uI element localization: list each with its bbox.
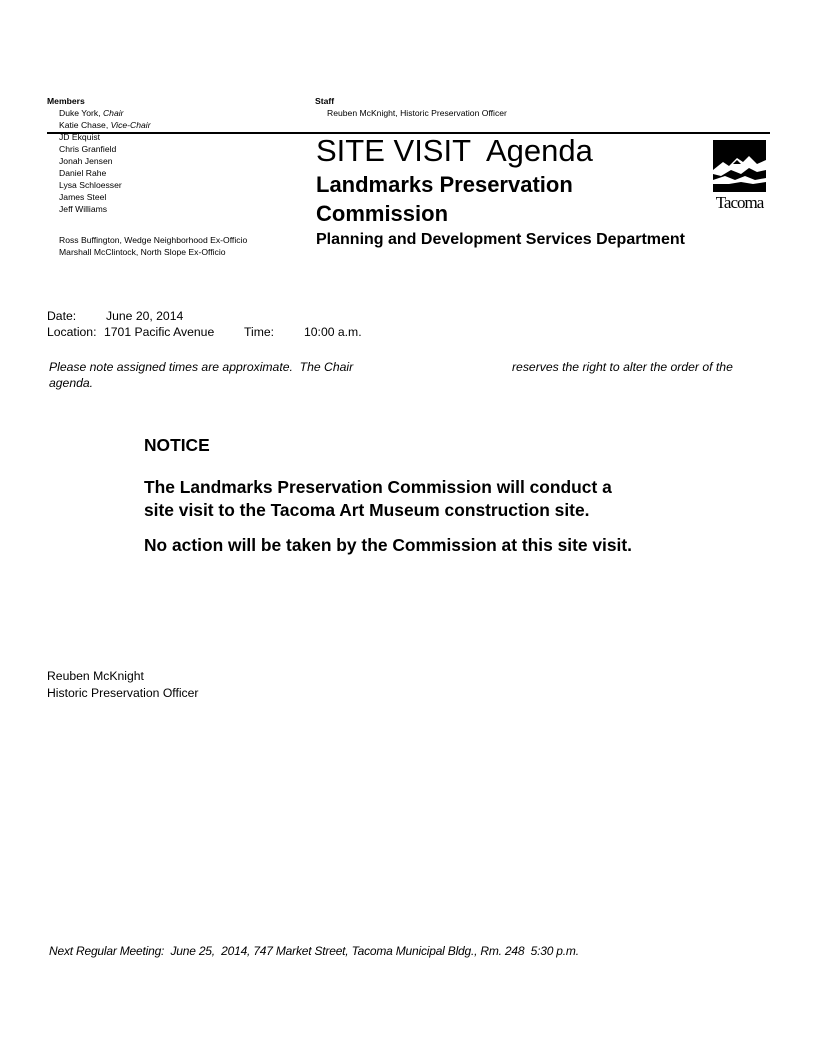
staff-heading: Staff — [315, 96, 335, 106]
logo-text: Tacoma — [715, 193, 764, 212]
signature-name: Reuben McKnight — [47, 669, 144, 683]
page-title: SITE VISIT Agenda — [316, 133, 593, 168]
member-item — [59, 143, 151, 155]
timing-note: Please note assigned times are approximate. The Chair — [49, 360, 354, 374]
members-heading: Members — [47, 96, 85, 106]
members-list — [59, 107, 151, 215]
notice-paragraph: No action will be taken by the Commission at this site visit. — [144, 535, 633, 555]
date-value: June 20, 2014 — [106, 309, 184, 323]
member-role: Chair — [102, 108, 124, 118]
member-name: Katie Chase, — [59, 120, 111, 130]
member-name: Daniel Rahe — [59, 168, 107, 178]
member-item — [59, 119, 151, 131]
location-value: 1701 Pacific Avenue — [104, 325, 215, 339]
member-item — [59, 179, 151, 191]
member-item — [59, 107, 151, 119]
department-name: Planning and Development Services Department — [316, 231, 685, 248]
member-item — [59, 203, 151, 215]
notice-block — [144, 434, 644, 557]
ex-officio-item: Marshall McClintock, North Slope Ex-Officio — [59, 247, 226, 257]
ex-officio-list — [59, 234, 247, 258]
date-label: Date: — [47, 309, 77, 323]
member-name: Duke York, — [59, 108, 103, 118]
mountain-logo-icon — [713, 140, 766, 192]
notice-paragraph: The Landmarks Preservation Commission will conduct a site visit to the Tacoma Art Museum construction site. — [144, 477, 612, 520]
member-item — [59, 155, 151, 167]
time-label: Time: — [244, 325, 275, 339]
member-item — [59, 167, 151, 179]
next-meeting-note: Next Regular Meeting: June 25, 2014, 747 Market Street, Tacoma Municipal Bldg., Rm. 248 5:30 p.m. — [49, 944, 579, 958]
notice-heading: NOTICE — [144, 435, 210, 455]
timing-note-continued: reserves the right to alter the order of the — [512, 360, 733, 374]
member-name: Jonah Jensen — [59, 156, 113, 166]
signature-title: Historic Preservation Officer — [47, 686, 199, 700]
timing-note-end: agenda. — [49, 376, 94, 390]
time-value: 10:00 a.m. — [304, 325, 362, 339]
ex-officio-item: Ross Buffington, Wedge Neighborhood Ex-Officio — [59, 235, 248, 245]
staff-member: Reuben McKnight, Historic Preservation Officer — [327, 108, 507, 118]
member-name: Chris Granfield — [59, 144, 117, 154]
member-item — [59, 191, 151, 203]
member-name: James Steel — [59, 192, 107, 202]
member-name: Lysa Schloesser — [59, 180, 122, 190]
location-label: Location: — [47, 325, 97, 339]
member-role: Vice-Chair — [110, 120, 151, 130]
member-name: JD Ekquist — [59, 132, 101, 142]
commission-name: Landmarks Preservation Commission — [316, 172, 573, 226]
tacoma-logo — [713, 140, 766, 214]
member-name: Jeff Williams — [59, 204, 108, 214]
